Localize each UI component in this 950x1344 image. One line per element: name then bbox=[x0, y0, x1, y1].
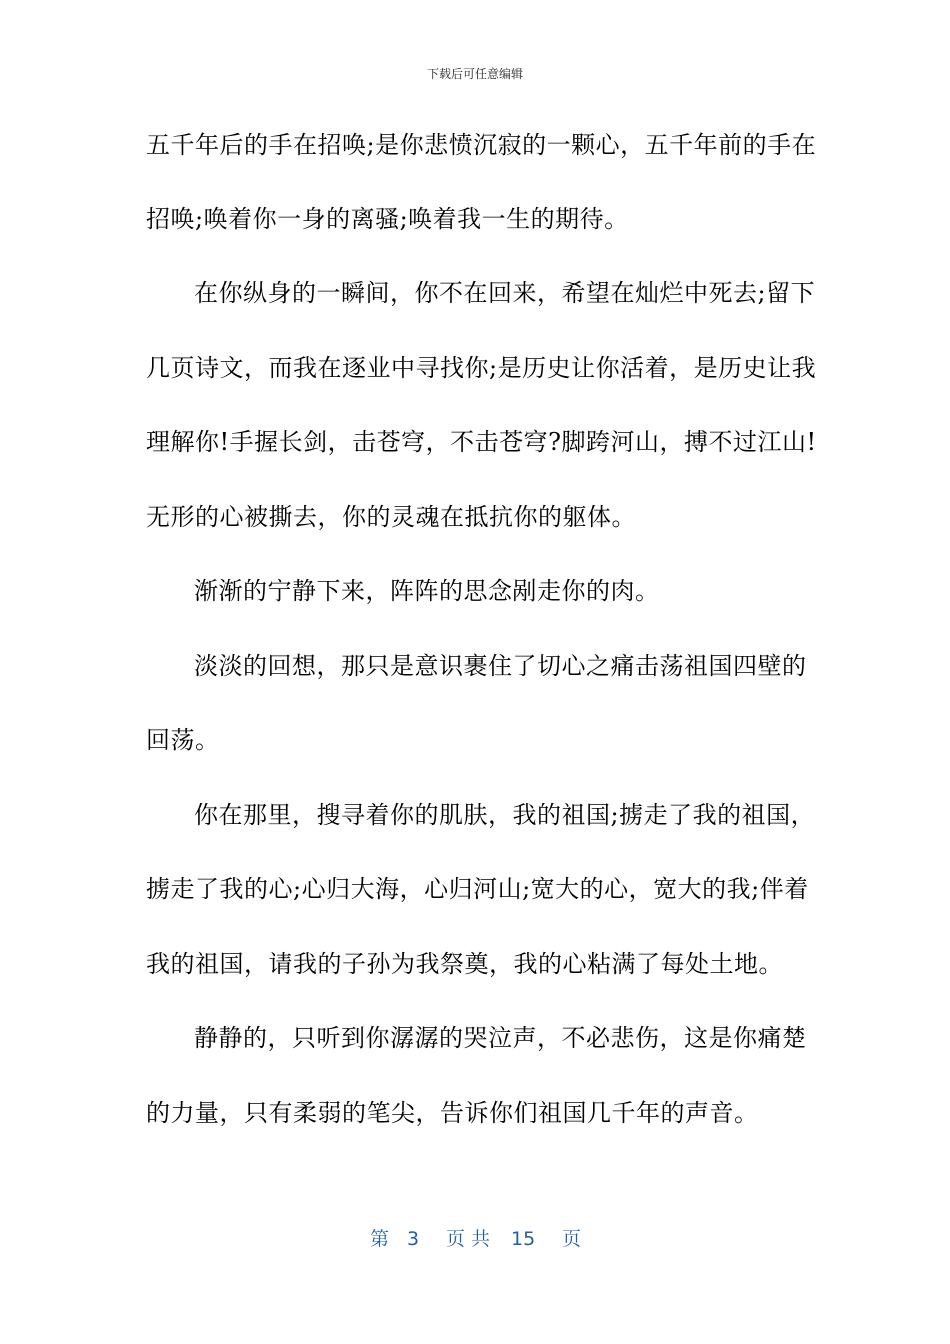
text-line: 你在那里，搜寻着你的肌肤，我的祖国;掳走了我的祖国， bbox=[194, 801, 816, 829]
text-line: 我的祖国，请我的子孙为我祭奠，我的心粘满了每处土地。 bbox=[146, 950, 783, 978]
footer-ye-label: 页 bbox=[562, 1228, 582, 1250]
text-line: 在你纵身的一瞬间，你不在回来，希望在灿烂中死去;留下 bbox=[194, 279, 816, 307]
text-line: 理解你!手握长剑，击苍穹，不击苍穹?脚跨河山，搏不过江山! bbox=[146, 428, 817, 456]
header-note: 下载后可任意编辑 bbox=[426, 67, 523, 81]
text-line: 的力量，只有柔弱的笔尖，告诉你们祖国几千年的声音。 bbox=[146, 1099, 759, 1127]
footer-total-pages: 15 bbox=[511, 1228, 536, 1250]
text-line: 五千年后的手在招唤;是你悲愤沉寂的一颗心，五千年前的手在 bbox=[146, 131, 817, 159]
text-line: 几页诗文，而我在逐业中寻找你;是历史让你活着，是历史让我 bbox=[146, 354, 817, 382]
text-line: 掳走了我的心;心归大海，心归河山;宽大的心，宽大的我;伴着 bbox=[146, 875, 809, 903]
footer-ye-gong-label: 页 共 bbox=[446, 1228, 491, 1250]
text-line: 渐渐的宁静下来，阵阵的思念剐走你的肉。 bbox=[194, 577, 660, 605]
footer-page-number: 3 bbox=[407, 1228, 420, 1250]
text-line: 回荡。 bbox=[146, 726, 220, 754]
text-line: 淡淡的回想，那只是意识裹住了切心之痛击荡祖国四壁的 bbox=[194, 652, 807, 680]
text-line: 无形的心被撕去，你的灵魂在抵抗你的躯体。 bbox=[146, 503, 636, 531]
text-line: 静静的，只听到你潺潺的哭泣声，不必悲伤，这是你痛楚 bbox=[194, 1024, 807, 1052]
footer-di-label: 第 bbox=[370, 1228, 390, 1250]
text-line: 招唤;唤着你一身的离骚;唤着我一生的期待。 bbox=[146, 205, 629, 233]
